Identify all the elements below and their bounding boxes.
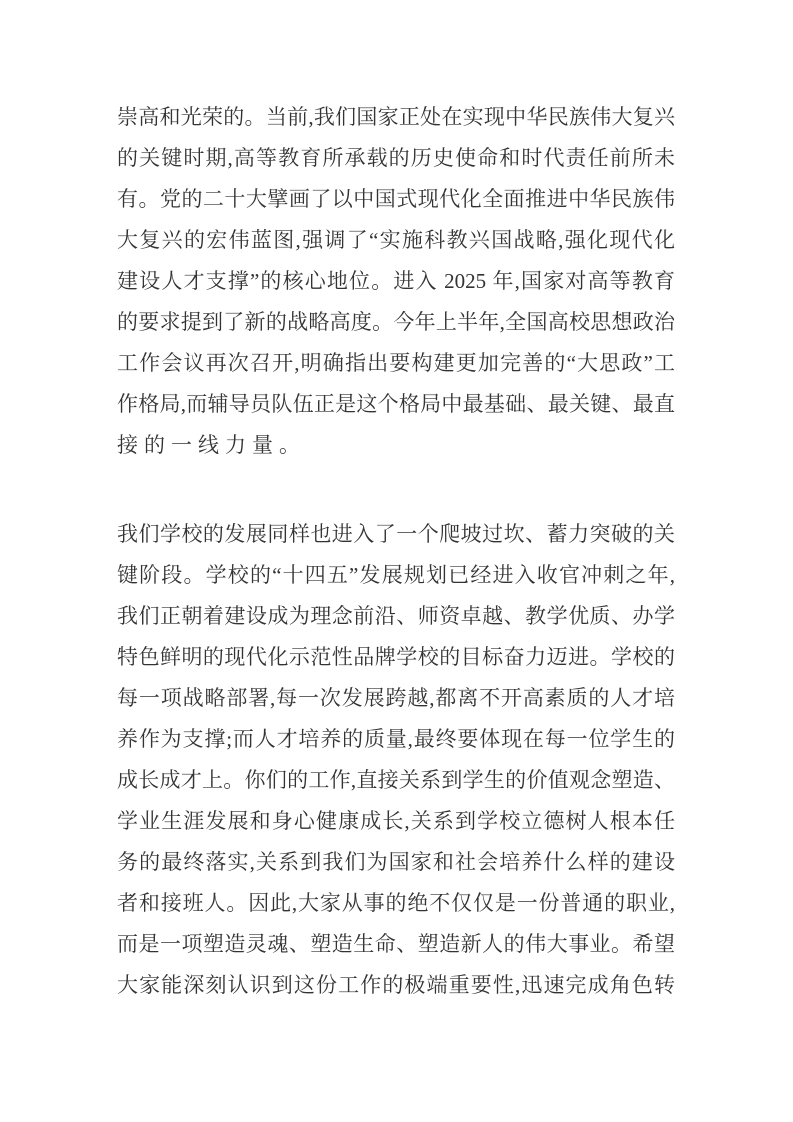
text-line: 的关键时期,高等教育所承载的历史使命和时代责任前所未 <box>117 146 675 170</box>
text-line: 崇高和光荣的。当前,我们国家正处在实现中华民族伟大复兴 <box>117 105 675 129</box>
text-line: 大家能深刻认识到这份工作的极端重要性,迅速完成角色转 <box>117 973 675 997</box>
text-line: 大复兴的宏伟蓝图,强调了“实施科教兴国战略,强化现代化 <box>117 228 675 252</box>
text-line: 我们学校的发展同样也进入了一个爬坡过坎、蓄力突破的关 <box>117 522 675 546</box>
text-line: 我们正朝着建设成为理念前沿、师资卓越、教学优质、办学 <box>117 604 675 628</box>
paragraph <box>117 514 675 1006</box>
text-line: 而是一项塑造灵魂、塑造生命、塑造新人的伟大事业。希望 <box>117 932 675 956</box>
text-line: 学业生涯发展和身心健康成长,关系到学校立德树人根本任 <box>117 809 675 833</box>
text-line: 养作为支撑;而人才培养的质量,最终要体现在每一位学生的 <box>117 727 675 751</box>
text-line: 有。党的二十大擘画了以中国式现代化全面推进中华民族伟 <box>117 187 675 211</box>
text-line: 建设人才支撑”的核心地位。进入 2025 年,国家对高等教育 <box>117 269 675 293</box>
text-line: 的要求提到了新的战略高度。今年上半年,全国高校思想政治 <box>117 310 675 334</box>
paragraph <box>117 97 675 466</box>
text-line: 每一项战略部署,每一次发展跨越,都离不开高素质的人才培 <box>117 686 675 710</box>
text-line: 务的最终落实,关系到我们为国家和社会培养什么样的建设 <box>117 850 675 874</box>
text-line: 成长成才上。你们的工作,直接关系到学生的价值观念塑造、 <box>117 768 675 792</box>
text-line: 键阶段。学校的“十四五”发展规划已经进入收官冲刺之年, <box>117 563 675 587</box>
text-line: 者和接班人。因此,大家从事的绝不仅仅是一份普通的职业, <box>117 891 675 915</box>
text-line: 工作会议再次召开,明确指出要构建更加完善的“大思政”工 <box>117 351 675 375</box>
text-line: 作格局,而辅导员队伍正是这个格局中最基础、最关键、最直 <box>117 392 675 416</box>
text-line: 特色鲜明的现代化示范性品牌学校的目标奋力迈进。学校的 <box>117 645 675 669</box>
text-line: 接的一线力量。 <box>117 433 306 457</box>
document-body <box>117 97 675 1006</box>
